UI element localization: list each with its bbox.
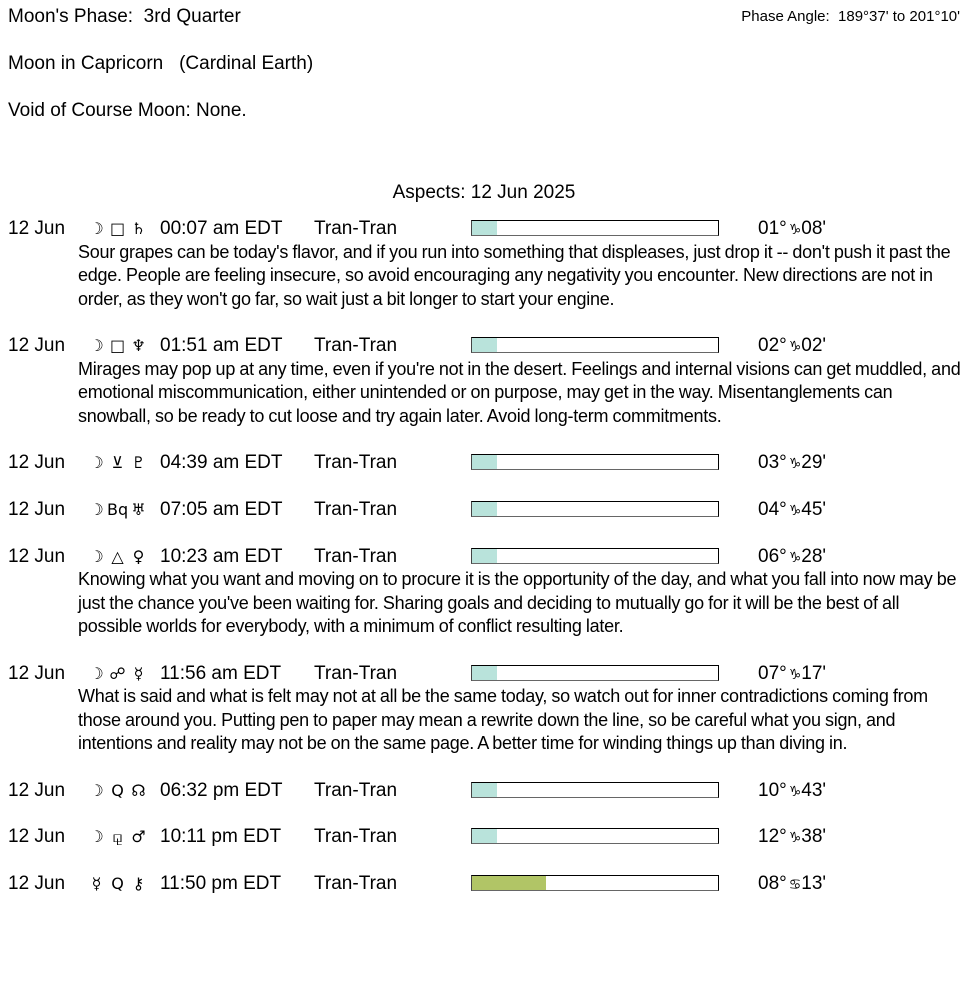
- moon-icon: ☽: [89, 827, 104, 847]
- aspect-date: 12 Jun: [8, 779, 66, 801]
- position-degree: 10°: [758, 779, 787, 801]
- capricorn-icon: ♑: [788, 339, 802, 355]
- aspect-type: Tran-Tran: [314, 662, 398, 684]
- aspect-time: 07:05 am EDT: [160, 498, 283, 520]
- aspect-row: [0, 872, 980, 896]
- capricorn-icon: ♑: [788, 222, 802, 238]
- strength-bar-fill: [472, 221, 497, 235]
- strength-bar: [471, 665, 719, 681]
- aspect-date: 12 Jun: [8, 662, 66, 684]
- aspect-type: Tran-Tran: [314, 826, 398, 848]
- aspect-time: 11:56 am EDT: [160, 662, 282, 684]
- aspect-interpretation: Knowing what you want and moving on to procure it is the opportunity of the day, and what you fall into now may be just the chance you've been waiting for. Sharing goals and deciding to mutually go for it will be the best of all possible worlds for everybody, with a minimum of conflict resulting later.: [78, 569, 957, 637]
- aspect-date: 12 Jun: [8, 826, 66, 848]
- capricorn-icon: ♑: [788, 830, 802, 847]
- position-degree: 03°: [758, 452, 787, 473]
- phase-angle: Phase Angle: 189°37' to 201°10': [741, 8, 960, 25]
- strength-bar: [471, 337, 719, 353]
- chiron-icon: ⚷: [132, 874, 145, 894]
- strength-bar: [471, 454, 719, 470]
- aspect-entry: [0, 545, 980, 639]
- aspect-time: 11:50 pm EDT: [160, 873, 282, 895]
- aspect-position: [758, 825, 826, 851]
- aspects-title: Aspects: 12 Jun 2025: [392, 182, 576, 203]
- aspect-entry: [0, 498, 980, 522]
- strength-bar-fill: [472, 666, 497, 680]
- strength-bar-fill: [472, 876, 546, 890]
- venus-icon: ♀: [132, 546, 145, 566]
- aspect-row: [0, 451, 980, 475]
- aspect-position: [758, 872, 826, 898]
- moon-icon: ☽: [89, 219, 104, 238]
- aspect-glyphs: [86, 825, 152, 849]
- aspect-type: Tran-Tran: [314, 545, 398, 567]
- strength-bar: [471, 548, 719, 564]
- semisextile-aspect-icon: ⊻: [111, 453, 124, 472]
- north-node-icon: ☊: [131, 780, 146, 800]
- capricorn-icon: ♑: [788, 549, 802, 566]
- aspect-glyphs: [86, 662, 152, 686]
- aspect-time: 10:11 pm EDT: [160, 826, 282, 848]
- moon-icon: ☽: [89, 453, 104, 472]
- position-minutes: 02': [801, 335, 827, 356]
- opposition-aspect-icon: ☍: [109, 663, 126, 683]
- aspect-row: [0, 825, 980, 849]
- aspect-date: 12 Jun: [8, 545, 66, 567]
- aspect-type: Tran-Tran: [314, 452, 398, 473]
- aspect-time: 04:39 am EDT: [160, 452, 283, 473]
- capricorn-icon: ♑: [788, 666, 802, 683]
- position-minutes: 45': [801, 498, 827, 520]
- aspect-row: [0, 217, 980, 241]
- aspect-row: [0, 545, 980, 569]
- saturn-icon: ♄: [131, 219, 146, 238]
- aspect-date: 12 Jun: [8, 335, 66, 356]
- aspect-entry: [0, 825, 980, 849]
- aspect-time: 10:23 am EDT: [160, 545, 283, 567]
- pluto-icon: ♇: [131, 453, 146, 472]
- moon-icon: ☽: [89, 663, 104, 683]
- position-minutes: 13': [801, 873, 827, 895]
- strength-bar: [471, 782, 719, 798]
- aspect-position: [758, 498, 826, 524]
- capricorn-icon: ♑: [788, 783, 802, 800]
- strength-bar-fill: [472, 338, 497, 352]
- aspect-entry: [0, 217, 980, 311]
- neptune-icon: ♆: [131, 336, 146, 355]
- quintile-aspect-icon: Q: [111, 780, 124, 800]
- aspect-date: 12 Jun: [8, 873, 66, 895]
- aspect-interpretation: What is said and what is felt may not at all be the same today, so watch out for inner contradictions coming from those around you. Putting pen to paper may mean a rewrite down the line, so be careful what you sign, and intentions and reality may not be on the same page. A better time for winding things up than diving in.: [78, 686, 928, 754]
- aspect-position: [758, 779, 826, 805]
- aspect-date: 12 Jun: [8, 498, 66, 520]
- strength-bar-fill: [472, 783, 497, 797]
- aspect-row: [0, 779, 980, 803]
- mercury-icon: ☿: [133, 663, 144, 683]
- aspect-entry: [0, 872, 980, 896]
- square-aspect-icon: □: [109, 219, 126, 238]
- trine-aspect-icon: △: [111, 546, 124, 566]
- position-degree: 06°: [758, 545, 787, 567]
- position-minutes: 38': [801, 826, 827, 848]
- aspect-time: 01:51 am EDT: [160, 335, 283, 356]
- aspect-glyphs: [86, 872, 152, 896]
- aspect-interpretation: Sour grapes can be today's flavor, and if you run into something that displeases, just drop it -- don't push it past the edge. People are feeling insecure, so avoid encouraging any negativity you encounter. New directions are not in order, as they won't go far, so wait just a bit longer to start your engine.: [78, 241, 951, 309]
- aspect-position: [758, 662, 826, 688]
- moon-phase: Moon's Phase: 3rd Quarter: [8, 6, 241, 27]
- aspect-entry: [0, 334, 980, 428]
- aspect-type: Tran-Tran: [314, 873, 398, 895]
- moon-sign: Moon in Capricorn (Cardinal Earth): [8, 53, 314, 74]
- aspect-type: Tran-Tran: [314, 779, 398, 801]
- moon-icon: ☽: [89, 780, 104, 800]
- aspect-glyphs: [86, 498, 152, 522]
- biquintile-aspect-icon: Bq: [107, 499, 129, 519]
- aspects-list: [0, 217, 980, 919]
- aspect-glyphs: [86, 334, 152, 358]
- capricorn-icon: ♑: [788, 502, 802, 519]
- position-degree: 12°: [758, 826, 787, 848]
- strength-bar: [471, 875, 719, 891]
- moon-icon: ☽: [89, 499, 104, 519]
- aspect-type: Tran-Tran: [314, 335, 398, 356]
- moon-icon: ☽: [89, 336, 104, 355]
- aspect-entry: [0, 451, 980, 475]
- strength-bar-fill: [472, 455, 497, 469]
- mars-icon: ♂: [131, 827, 146, 847]
- strength-bar-fill: [472, 502, 497, 516]
- aspect-date: 12 Jun: [8, 218, 66, 239]
- aspect-time: 00:07 am EDT: [160, 218, 283, 239]
- moon-icon: ☽: [89, 546, 104, 566]
- strength-bar: [471, 501, 719, 517]
- void-of-course: Void of Course Moon: None.: [8, 100, 247, 121]
- strength-bar-fill: [472, 549, 497, 563]
- position-degree: 08°: [758, 873, 787, 895]
- aspect-row: [0, 662, 980, 686]
- aspect-position: [758, 217, 826, 243]
- sesquiquadrate-aspect-icon: ⚼: [111, 827, 124, 847]
- position-minutes: 29': [801, 452, 827, 473]
- position-degree: 04°: [758, 498, 787, 520]
- position-minutes: 17': [801, 662, 827, 684]
- strength-bar: [471, 828, 719, 844]
- aspect-glyphs: [86, 545, 152, 569]
- aspect-glyphs: [86, 779, 152, 803]
- strength-bar: [471, 220, 719, 236]
- cancer-icon: ♋: [788, 877, 802, 894]
- aspect-row: [0, 498, 980, 522]
- aspect-row: [0, 334, 980, 358]
- position-minutes: 08': [801, 218, 827, 239]
- uranus-icon: ♅: [131, 499, 146, 519]
- position-minutes: 28': [801, 545, 827, 567]
- position-degree: 01°: [758, 218, 787, 239]
- position-minutes: 43': [801, 779, 827, 801]
- aspect-glyphs: [86, 217, 152, 241]
- position-degree: 07°: [758, 662, 787, 684]
- aspect-position: [758, 451, 826, 477]
- aspect-type: Tran-Tran: [314, 498, 398, 520]
- aspect-position: [758, 334, 826, 360]
- aspect-type: Tran-Tran: [314, 218, 398, 239]
- aspect-date: 12 Jun: [8, 452, 66, 473]
- position-degree: 02°: [758, 335, 787, 356]
- aspect-glyphs: [86, 451, 152, 475]
- aspect-position: [758, 545, 826, 571]
- strength-bar-fill: [472, 829, 497, 843]
- aspect-interpretation: Mirages may pop up at any time, even if you're not in the desert. Feelings and internal visions can get muddled, and emotional miscommunication, either unintended or on purpose, may get in the way. Misentanglements can snowball, so be ready to cut loose and try again later. Avoid long-term commitments.: [78, 358, 961, 426]
- aspect-entry: [0, 779, 980, 803]
- square-aspect-icon: □: [109, 336, 126, 355]
- quintile-aspect-icon: Q: [111, 874, 124, 894]
- mercury-icon: ☿: [91, 874, 102, 894]
- aspect-entry: [0, 662, 980, 756]
- capricorn-icon: ♑: [788, 456, 802, 472]
- aspect-time: 06:32 pm EDT: [160, 779, 283, 801]
